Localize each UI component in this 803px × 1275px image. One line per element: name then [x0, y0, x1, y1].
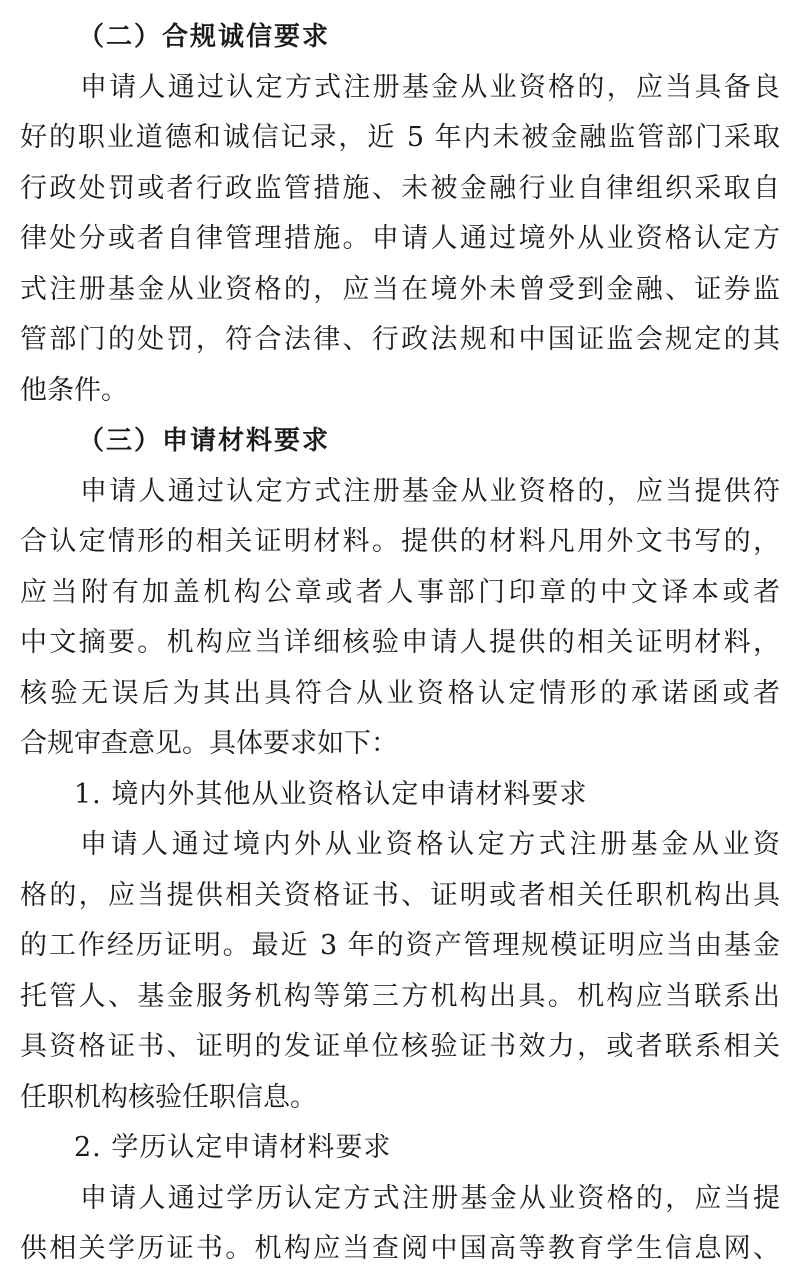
section-heading-compliance-integrity: （二）合规诚信要求: [78, 22, 331, 52]
subsection-heading-qualification-materials: 1. 境内外其他从业资格认定申请材料要求: [74, 778, 588, 810]
paragraph-line: 行政处罚或者行政监管措施、未被金融行业自律组织采取自: [20, 172, 780, 204]
paragraph-line: 申请人通过认定方式注册基金从业资格的，应当具备良: [80, 71, 780, 103]
paragraph-line: 式注册基金从业资格的，应当在境外未曾受到金融、证券监: [20, 273, 780, 305]
paragraph-line: 管部门的处罚，符合法律、行政法规和中国证监会规定的其: [20, 324, 780, 355]
paragraph-line: 申请人通过认定方式注册基金从业资格的，应当提供符: [80, 475, 780, 507]
paragraph-qualification-materials: [20, 820, 780, 1123]
subsection-heading-education-materials: 2. 学历认定申请材料要求: [74, 1132, 392, 1163]
paragraph-line: 具资格证书、证明的发证单位核验证书效力，或者联系相关: [20, 1031, 780, 1062]
paragraph-line: 申请人通过学历认定方式注册基金从业资格的，应当提: [80, 1182, 780, 1214]
paragraph-line: 核验无误后为其出具符合从业资格认定情形的承诺函或者: [20, 677, 780, 709]
paragraph-line: 任职机构核验任职信息。: [20, 1081, 317, 1113]
paragraph-line: 合认定情形的相关证明材料。提供的材料凡用外文书写的，: [20, 526, 780, 557]
paragraph-line: 他条件。: [20, 374, 128, 406]
paragraph-line: 好的职业道德和诚信记录，近 5 年内未被金融监管部门采取: [20, 122, 780, 153]
document-page: [20, 12, 780, 1275]
paragraph-compliance-integrity: [20, 63, 780, 417]
paragraph-line: 应当附有加盖机构公章或者人事部门印章的中文译本或者: [20, 576, 780, 608]
paragraph-line: 合规审查意见。具体要求如下：: [20, 728, 398, 759]
paragraph-line: 供相关学历证书。机构应当查阅中国高等教育学生信息网、: [20, 1233, 780, 1264]
section-heading-application-materials: （三）申请材料要求: [78, 426, 331, 456]
paragraph-education-materials: [20, 1174, 780, 1275]
paragraph-line: 律处分或者自律管理措施。申请人通过境外从业资格认定方: [20, 223, 780, 254]
paragraph-line: 申请人通过境内外从业资格认定方式注册基金从业资: [80, 829, 780, 860]
paragraph-line: 格的，应当提供相关资格证书、证明或者相关任职机构出具: [20, 879, 780, 911]
paragraph-application-materials: [20, 467, 780, 770]
paragraph-line: 的工作经历证明。最近 3 年的资产管理规模证明应当由基金: [20, 930, 780, 961]
paragraph-line: 托管人、基金服务机构等第三方机构出具。机构应当联系出: [20, 980, 780, 1012]
paragraph-line: 中文摘要。机构应当详细核验申请人提供的相关证明材料，: [20, 627, 780, 658]
